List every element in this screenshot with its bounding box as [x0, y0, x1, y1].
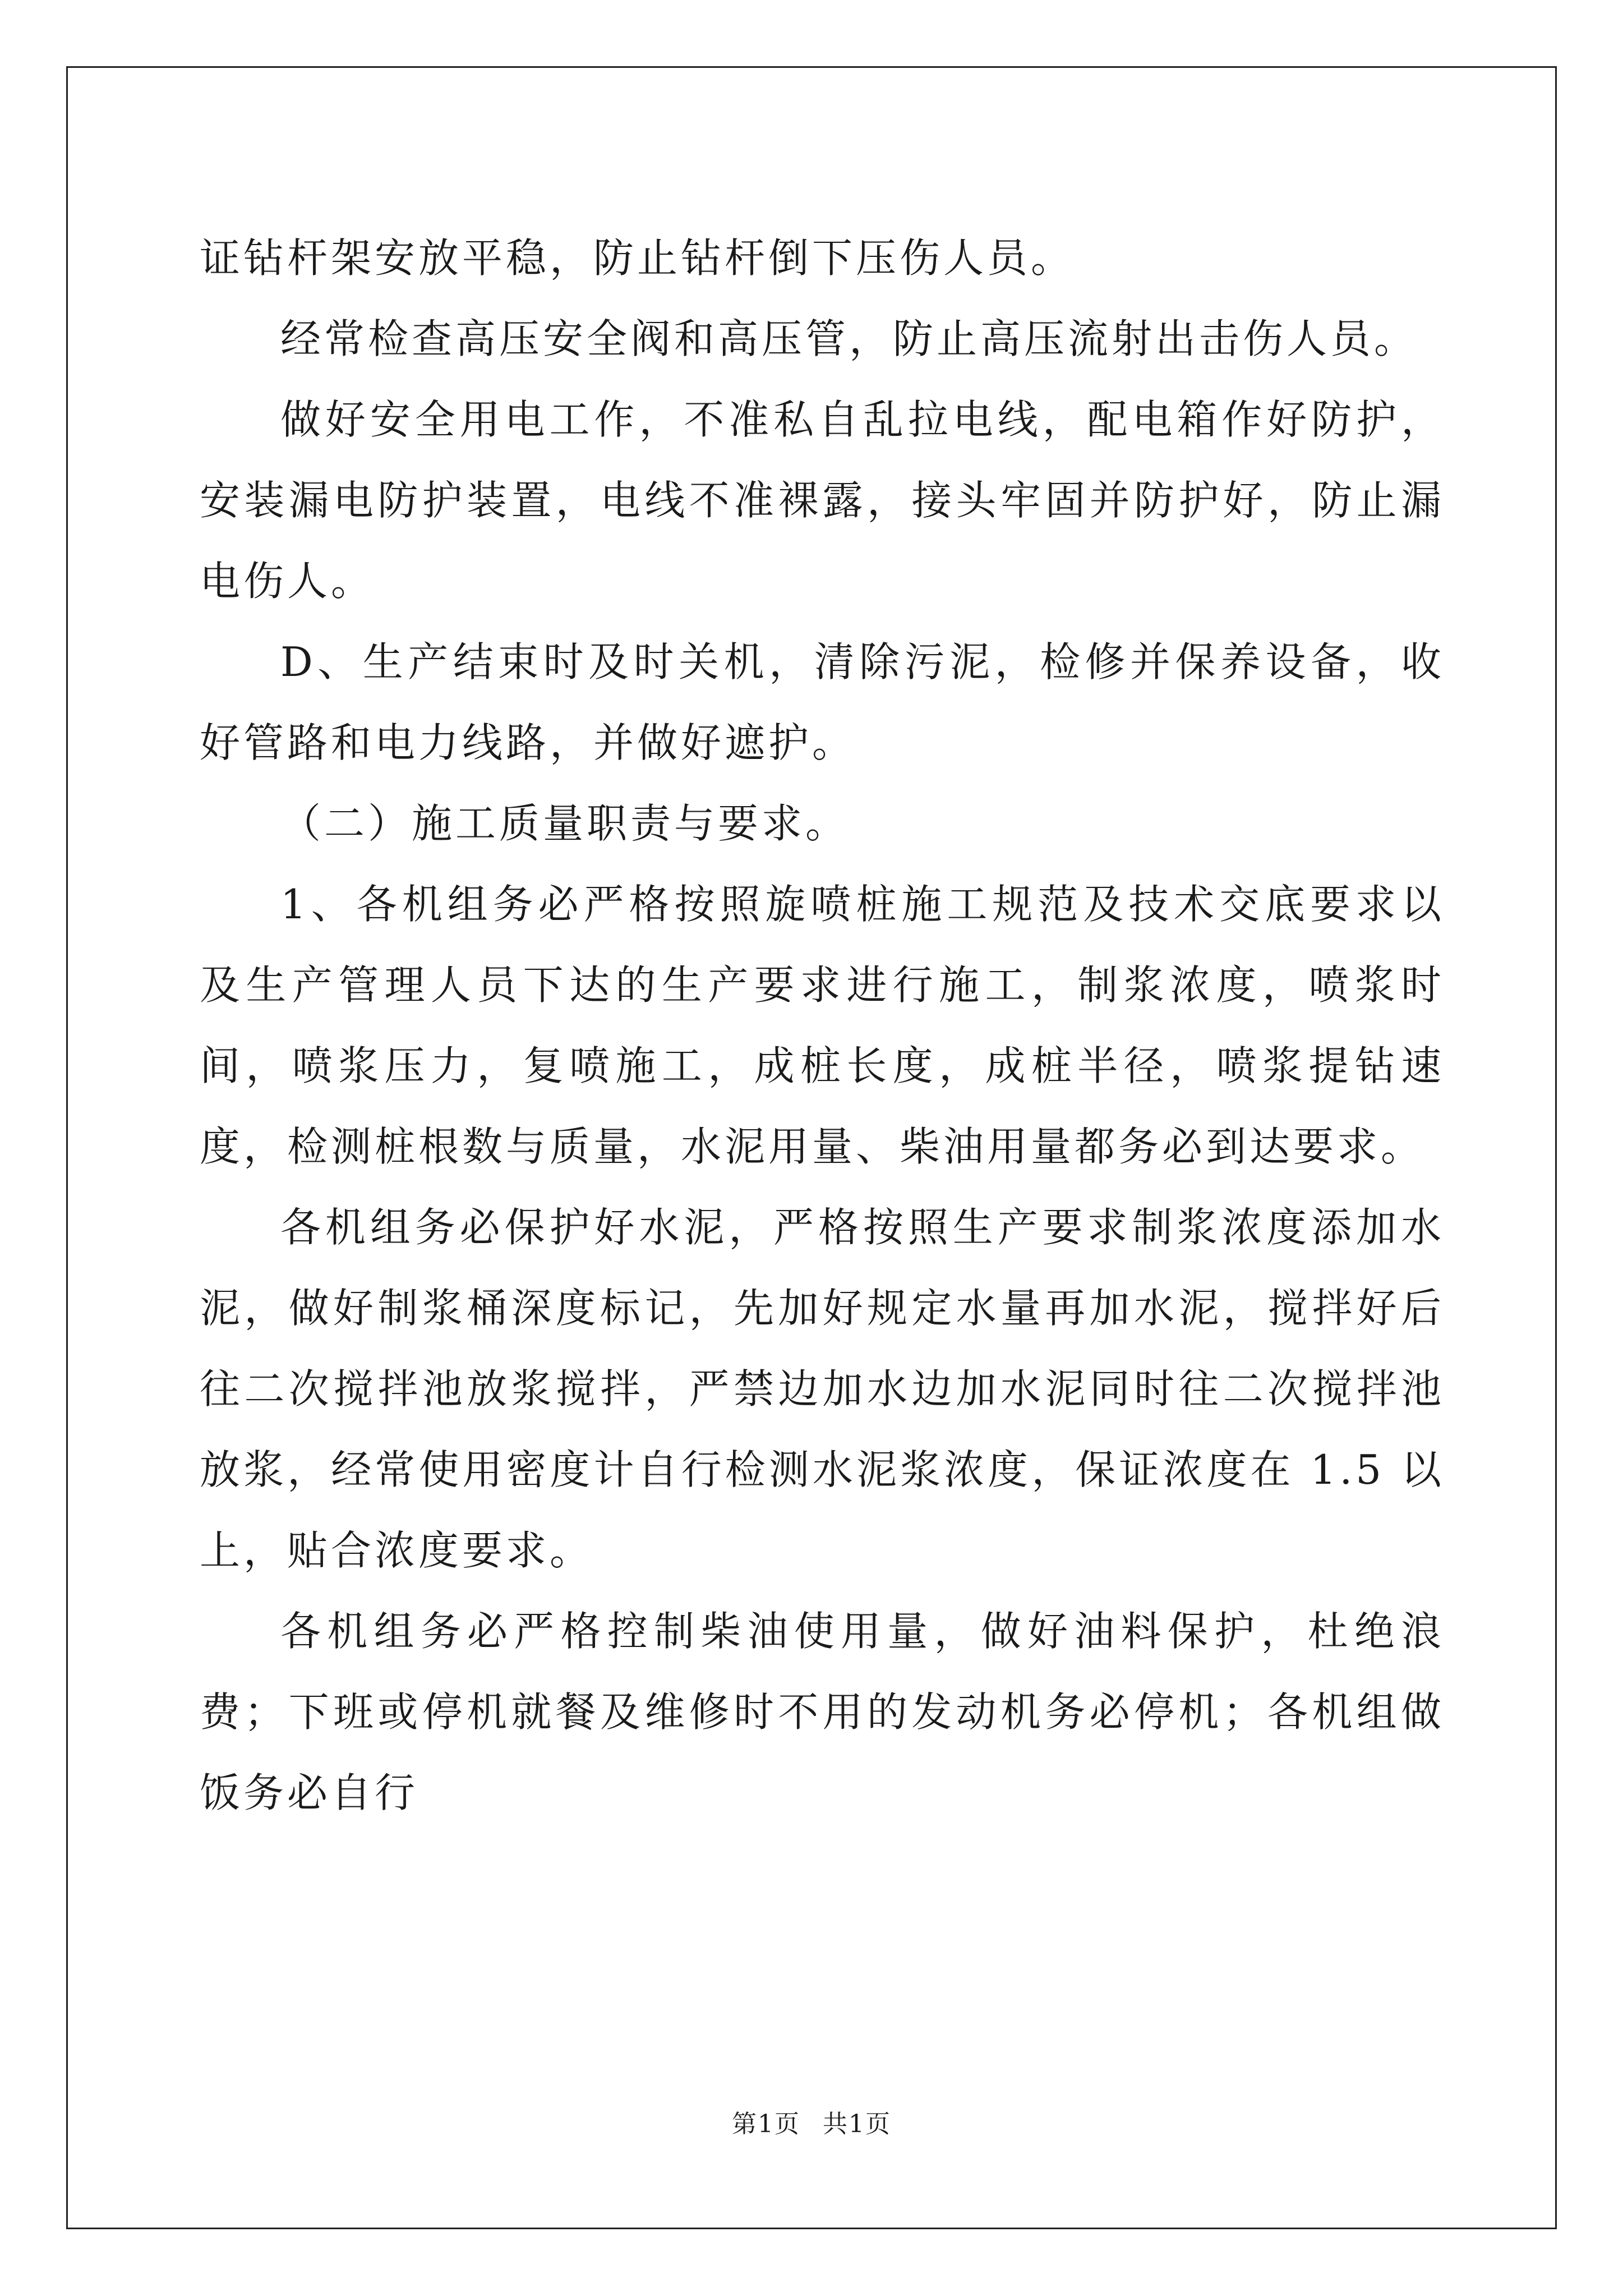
paragraph-1: 证钻杆架安放平稳，防止钻杆倒下压伤人员。 — [200, 234, 1075, 282]
paragraph-8: 各机组务必严格控制柴油使用量，做好油料保护，杜绝浪费；下班或停机就餐及维修时不用的发动机务必停机；各机组做饭务必自行 — [200, 1608, 1445, 1816]
page-number: 第1页 — [732, 2110, 800, 2138]
section-heading: （二）施工质量职责与要求。 — [280, 800, 850, 847]
document-body — [200, 218, 1445, 1833]
page-total: 共1页 — [823, 2110, 891, 2138]
page-footer — [0, 2104, 1623, 2139]
paragraph-6: 1、各机组务必严格按照旋喷桩施工规范及技术交底要求以及生产管理人员下达的生产要求进行施工，制浆浓度，喷浆时间，喷浆压力，复喷施工，成桩长度，成桩半径，喷浆提钻速度，检测桩根数与质量，水泥用量、柴油用量都务必到达要求。 — [200, 881, 1445, 1170]
paragraph-7: 各机组务必保护好水泥，严格按照生产要求制浆浓度添加水泥，做好制浆桶深度标记，先加好规定水量再加水泥，搅拌好后往二次搅拌池放浆搅拌，严禁边加水边加水泥同时往二次搅拌池放浆，经常使用密度计自行检测水泥浆浓度，保证浓度在 1.5 以上，贴合浓度要求。 — [200, 1204, 1445, 1574]
paragraph-2: 经常检查高压安全阀和高压管，防止高压流射出击伤人员。 — [280, 315, 1418, 362]
paragraph-4: D、生产结束时及时关机，清除污泥，检修并保养设备，收好管路和电力线路，并做好遮护。 — [200, 638, 1445, 766]
paragraph-3: 做好安全用电工作，不准私自乱拉电线，配电箱作好防护，安装漏电防护装置，电线不准裸露，接头牢固并防护好，防止漏电伤人。 — [200, 396, 1445, 605]
